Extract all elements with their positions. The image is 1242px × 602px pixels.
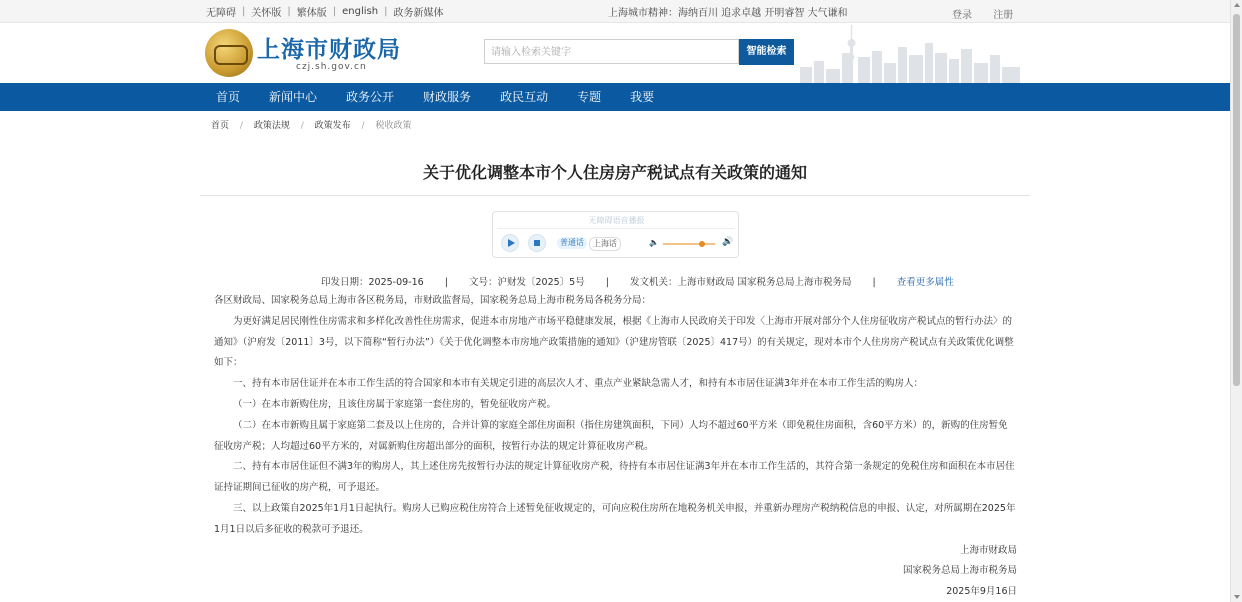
breadcrumb — [211, 118, 411, 131]
english-link[interactable]: english — [342, 6, 379, 17]
login-link[interactable]: 登录 — [952, 10, 972, 21]
volume-slider-handle[interactable] — [699, 241, 705, 247]
new-media-link[interactable]: 政务新媒体 — [393, 8, 444, 19]
care-mode-link[interactable]: 关怀版 — [251, 8, 282, 19]
breadcrumb-separator: / — [300, 121, 304, 131]
player-title: 无障碍语音播报 — [588, 216, 645, 225]
play-icon[interactable] — [501, 234, 519, 252]
article-body — [214, 291, 1016, 541]
accessibility-link[interactable]: 无障碍 — [206, 8, 236, 19]
divider: | — [242, 6, 246, 17]
signature-finance-bureau: 上海市财政局 — [959, 545, 1017, 556]
nav-i-want[interactable]: 我要 — [630, 90, 655, 104]
nav-finance-services[interactable]: 财政服务 — [423, 90, 472, 104]
site-domain: czj.sh.gov.cn — [296, 62, 367, 72]
site-name[interactable]: 上海市财政局 — [257, 37, 401, 63]
scrollbar-thumb[interactable] — [1233, 14, 1240, 386]
city-skyline-illustration — [800, 23, 1020, 83]
city-spirit-motto: 上海城市精神：海纳百川 追求卓越 开明睿智 大气谦和 — [608, 8, 848, 19]
body-paragraph: 一、持有本市居住证并在本市工作生活的符合国家和本市有关规定引进的高层次人才、重点产业紧缺急需人才，和持有本市居住证满3年并在本市工作生活的购房人： — [233, 378, 924, 390]
volume-slider[interactable] — [663, 243, 715, 245]
nav-home[interactable]: 首页 — [216, 90, 241, 104]
stop-icon[interactable] — [528, 234, 546, 252]
vertical-scrollbar[interactable] — [1230, 0, 1242, 602]
body-paragraph: （二）在本市新购且属于家庭第二套及以上住房的，合并计算的家庭全部住房面积（指住房建筑面积，下同）人均不超过60平方米（即免税住房面积，含60平方米）的，新购的住房暂免征收房产税；人均超过60平方米的，对属新购住房超出部分的面积，按暂行办法的规定计算征收房产税。 — [214, 419, 1008, 452]
signature-date: 2025年9月16日 — [946, 586, 1017, 597]
nav-government-affairs[interactable]: 政务公开 — [346, 90, 395, 104]
voice-broadcast-player — [492, 211, 739, 258]
document-meta — [321, 274, 954, 288]
divider: | — [384, 6, 388, 17]
player-divider — [497, 228, 734, 229]
mandarin-toggle[interactable]: 普通话 — [557, 237, 587, 249]
body-paragraph: 二、持有本市居住证但不满3年的购房人，其上述住房先按暂行办法的规定计算征收房产税，待持有本市居住证满3年并在本市工作生活的，其符合第一条规定的免税住房和面积在本市居住证持证期间已征收的房产税，可予退还。 — [214, 461, 1015, 494]
document-number: 文号：沪财发〔2025〕5号 — [468, 277, 585, 288]
volume-high-icon: 🔊 — [722, 237, 734, 247]
main-nav — [0, 83, 1230, 111]
traditional-chinese-link[interactable]: 繁体版 — [296, 8, 327, 19]
issuing-authority: 发文机关：上海市财政局 国家税务总局上海市税务局 — [629, 277, 852, 288]
shanghainese-toggle[interactable]: 上海话 — [589, 237, 621, 251]
meta-separator: | — [605, 277, 609, 288]
scroll-up-arrow-icon[interactable] — [1234, 3, 1240, 7]
issue-date: 印发日期：2025-09-16 — [321, 277, 424, 288]
divider: | — [287, 6, 291, 17]
search-input[interactable] — [489, 41, 733, 64]
account-links — [952, 6, 1031, 21]
breadcrumb-separator: / — [239, 121, 243, 131]
top-utility-bar — [0, 0, 1230, 23]
search-box — [484, 39, 739, 64]
meta-separator: | — [444, 277, 448, 288]
smart-search-button[interactable]: 智能检索 — [739, 39, 794, 65]
nav-special-topics[interactable]: 专题 — [577, 90, 602, 104]
breadcrumb-policy-release[interactable]: 政策发布 — [314, 121, 351, 131]
volume-low-icon: 🔈 — [649, 238, 659, 247]
site-header — [0, 23, 1230, 83]
scroll-down-arrow-icon[interactable] — [1234, 595, 1240, 599]
nav-public-interaction[interactable]: 政民互动 — [500, 90, 549, 104]
register-link[interactable]: 注册 — [993, 10, 1014, 21]
title-divider — [200, 195, 1030, 196]
article-title: 关于优化调整本市个人住房房产税试点有关政策的通知 — [422, 163, 807, 182]
breadcrumb-current: 税收政策 — [375, 121, 412, 131]
view-more-attributes-link[interactable]: 查看更多属性 — [896, 277, 954, 288]
breadcrumb-separator: / — [361, 121, 365, 131]
breadcrumb-policies[interactable]: 政策法规 — [253, 121, 290, 131]
body-paragraph: 三、以上政策自2025年1月1日起执行。购房人已购应税住房符合上述暂免征收规定的，可向应税住房所在地税务机关申报，并重新办理房产税纳税信息的申报、认定，对所属期在2025年1月1日以后多征收的税款可予退还。 — [214, 502, 1016, 535]
nav-news-center[interactable]: 新闻中心 — [269, 90, 318, 104]
breadcrumb-home[interactable]: 首页 — [211, 121, 230, 131]
utility-links — [206, 4, 443, 19]
emblem-logo-icon[interactable] — [205, 29, 253, 77]
signature-tax-bureau: 国家税务总局上海市税务局 — [902, 565, 1017, 576]
salutation-paragraph: 各区财政局、国家税务总局上海市各区税务局，市财政监督局，国家税务总局上海市税务局各税务分局： — [214, 295, 652, 306]
meta-separator: | — [872, 277, 876, 288]
divider: | — [332, 6, 337, 17]
body-paragraph: 为更好满足居民刚性住房需求和多样化改善性住房需求，促进本市房地产市场平稳健康发展，根据《上海市人民政府关于印发〈上海市开展对部分个人住房征收房产税试点的暂行办法〉的通知》（沪府发〔2011〕3号，以下简称“暂行办法”）《关于优化调整本市房地产政策措施的通知》（沪建房管联〔2025〕417号）的有关规定，现对本市个人住房房产税试点有关政策优化调整如下： — [214, 315, 1014, 369]
body-paragraph: （一）在本市新购住房，且该住房属于家庭第一套住房的，暂免征收房产税。 — [233, 398, 557, 410]
